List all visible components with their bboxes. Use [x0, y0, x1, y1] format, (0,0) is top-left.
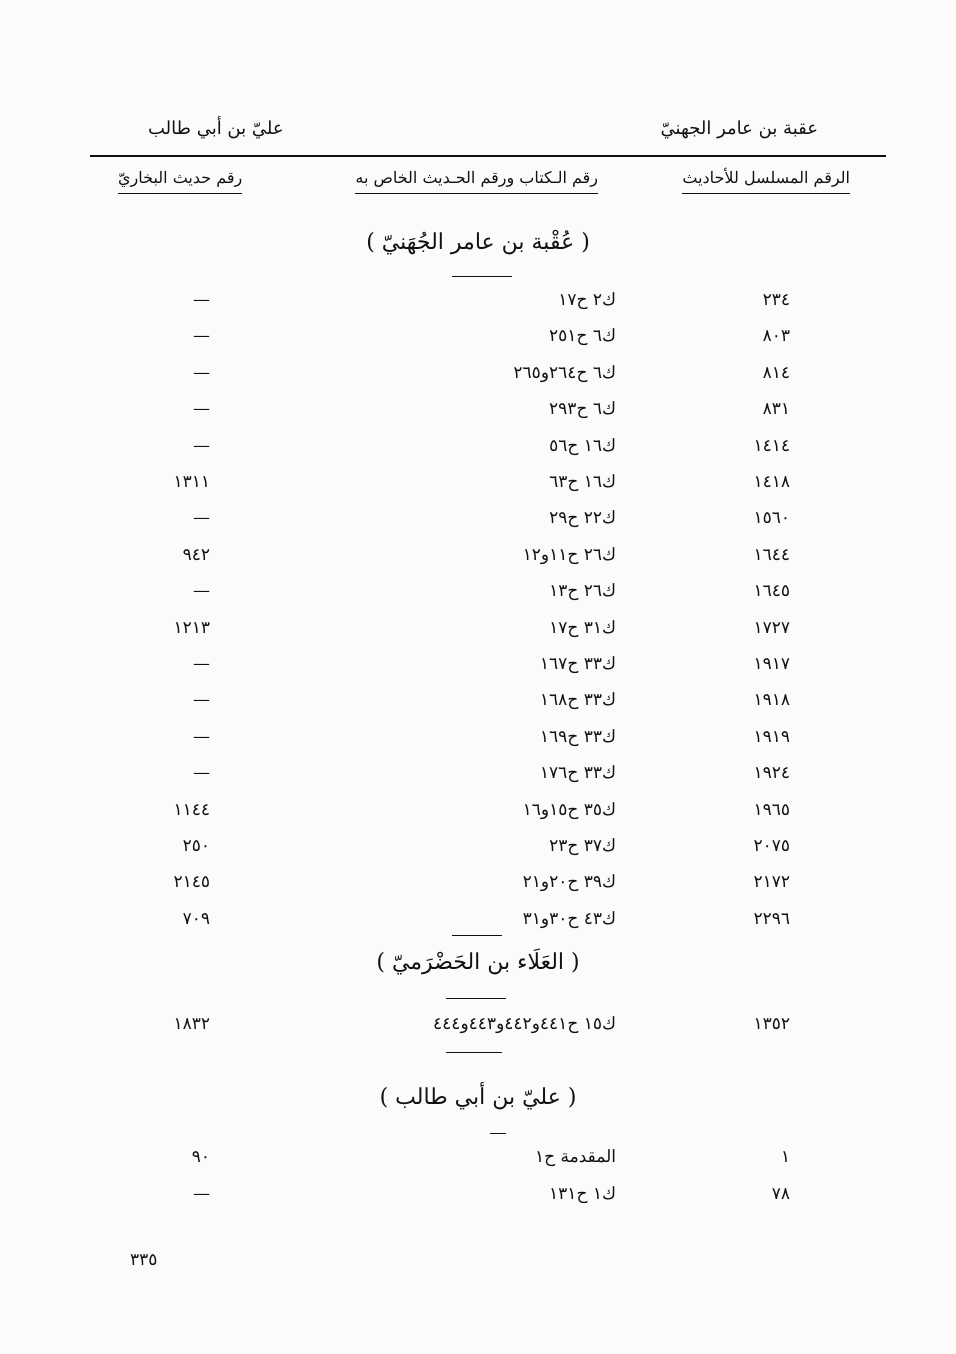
- book-ref-cell: ك٣١ ح١٧: [549, 618, 616, 638]
- bukhari-number-cell: —: [193, 290, 210, 310]
- running-head-right: عقبة بن عامر الجهنيّ: [660, 118, 818, 139]
- column-head-serial: الرقم المسلسل للأحاديث: [682, 168, 850, 194]
- book-ref-cell: ك١ ح١٣١: [549, 1184, 616, 1204]
- serial-number-cell: ١٤١٨: [753, 472, 790, 492]
- section-separator: [490, 1133, 506, 1134]
- column-head-bukhari: رقم حديث البخاريّ: [118, 168, 242, 194]
- book-ref-cell: ك٢٢ ح٢٩: [549, 508, 616, 528]
- serial-number-cell: ٧٨: [771, 1184, 790, 1204]
- serial-number-cell: ١٩٦٥: [753, 800, 790, 820]
- serial-number-cell: ٨٣١: [762, 399, 790, 419]
- serial-number-cell: ١٩١٩: [753, 727, 790, 747]
- bukhari-number-cell: —: [193, 690, 210, 710]
- section-title-ali: ( عليّ بن أبي طالب ): [379, 1085, 577, 1110]
- serial-number-cell: ١٣٥٢: [753, 1014, 790, 1034]
- serial-number-cell: ١: [780, 1147, 790, 1167]
- bukhari-number-cell: —: [193, 508, 210, 528]
- book-ref-cell: ك٦ ح٢٦٤و٢٦٥: [513, 363, 616, 383]
- bukhari-number-cell: ١٨٣٢: [173, 1014, 210, 1034]
- bukhari-number-cell: —: [193, 581, 210, 601]
- book-ref-cell: ك٣٧ ح٢٣: [549, 836, 616, 856]
- serial-number-cell: ١٦٤٤: [753, 545, 790, 565]
- bukhari-number-cell: —: [193, 363, 210, 383]
- book-ref-cell: ك١٥ ح٤٤١و٤٤٢و٤٤٣و٤٤٤: [433, 1014, 616, 1034]
- section-separator: [452, 276, 512, 277]
- serial-number-cell: ٨١٤: [762, 363, 790, 383]
- bukhari-number-cell: —: [193, 654, 210, 674]
- serial-number-cell: ١٧٢٧: [753, 618, 790, 638]
- bukhari-number-cell: —: [193, 326, 210, 346]
- serial-number-cell: ١٩١٨: [753, 690, 790, 710]
- book-ref-cell: ك٣٥ ح١٥و١٦: [522, 800, 616, 820]
- book-ref-cell: ك٦ ح٢٩٣: [549, 399, 616, 419]
- bukhari-number-cell: —: [193, 436, 210, 456]
- book-ref-cell: ك٣٣ ح١٦٩: [539, 727, 616, 747]
- book-ref-cell: المقدمة ح١: [535, 1147, 616, 1167]
- section-title-uqba: ( عُقْبة بن عامر الجُهَنيّ ): [366, 230, 590, 255]
- section-separator: [446, 998, 506, 999]
- serial-number-cell: ٢٠٧٥: [753, 836, 790, 856]
- bukhari-number-cell: —: [193, 399, 210, 419]
- bukhari-number-cell: ١٣١١: [173, 472, 210, 492]
- bukhari-number-cell: ٩٤٢: [182, 545, 210, 565]
- serial-number-cell: ٢١٧٢: [753, 872, 790, 892]
- book-ref-cell: ك١٦ ح٥٦: [549, 436, 616, 456]
- bukhari-number-cell: —: [193, 763, 210, 783]
- bukhari-number-cell: ٢١٤٥: [173, 872, 210, 892]
- section-separator: [446, 1052, 502, 1053]
- serial-number-cell: ١٤١٤: [753, 436, 790, 456]
- bukhari-number-cell: ٩٠: [191, 1147, 210, 1167]
- book-ref-cell: ك١٦ ح٦٣: [549, 472, 616, 492]
- serial-number-cell: ٢٢٩٦: [753, 909, 790, 929]
- bukhari-number-cell: ١١٤٤: [173, 800, 210, 820]
- header-rule: [90, 155, 886, 157]
- book-ref-cell: ك٢٦ ح١٣: [549, 581, 616, 601]
- serial-number-cell: ٢٣٤: [762, 290, 790, 310]
- serial-number-cell: ١٦٤٥: [753, 581, 790, 601]
- book-ref-cell: ك٢ ح١٧: [558, 290, 616, 310]
- serial-number-cell: ١٥٦٠: [753, 508, 790, 528]
- book-ref-cell: ك٣٩ ح٢٠و٢١: [522, 872, 616, 892]
- bukhari-number-cell: —: [193, 727, 210, 747]
- section-title-alaa: ( العَلَاء بن الحَضْرَميّ ): [376, 950, 580, 975]
- bukhari-number-cell: ٢٥٠: [182, 836, 210, 856]
- bukhari-number-cell: ٧٠٩: [182, 909, 210, 929]
- section-separator: [452, 935, 502, 936]
- serial-number-cell: ١٩٢٤: [753, 763, 790, 783]
- bukhari-number-cell: —: [193, 1184, 210, 1204]
- book-ref-cell: ك٣٣ ح١٦٨: [539, 690, 616, 710]
- running-head-left: عليّ بن أبي طالب: [148, 118, 284, 139]
- column-head-book-ref: رقم الـكتاب ورقم الحـديث الخاص به: [355, 168, 598, 194]
- page-number: ٣٣٥: [130, 1250, 158, 1270]
- bukhari-number-cell: ١٢١٣: [173, 618, 210, 638]
- serial-number-cell: ٨٠٣: [762, 326, 790, 346]
- book-ref-cell: ك٣٣ ح١٧٦: [539, 763, 616, 783]
- book-ref-cell: ك٤٣ ح٣٠و٣١: [522, 909, 616, 929]
- book-ref-cell: ك٦ ح٢٥١: [549, 326, 616, 346]
- serial-number-cell: ١٩١٧: [753, 654, 790, 674]
- book-ref-cell: ك٣٣ ح١٦٧: [539, 654, 616, 674]
- book-ref-cell: ك٢٦ ح١١و١٢: [522, 545, 616, 565]
